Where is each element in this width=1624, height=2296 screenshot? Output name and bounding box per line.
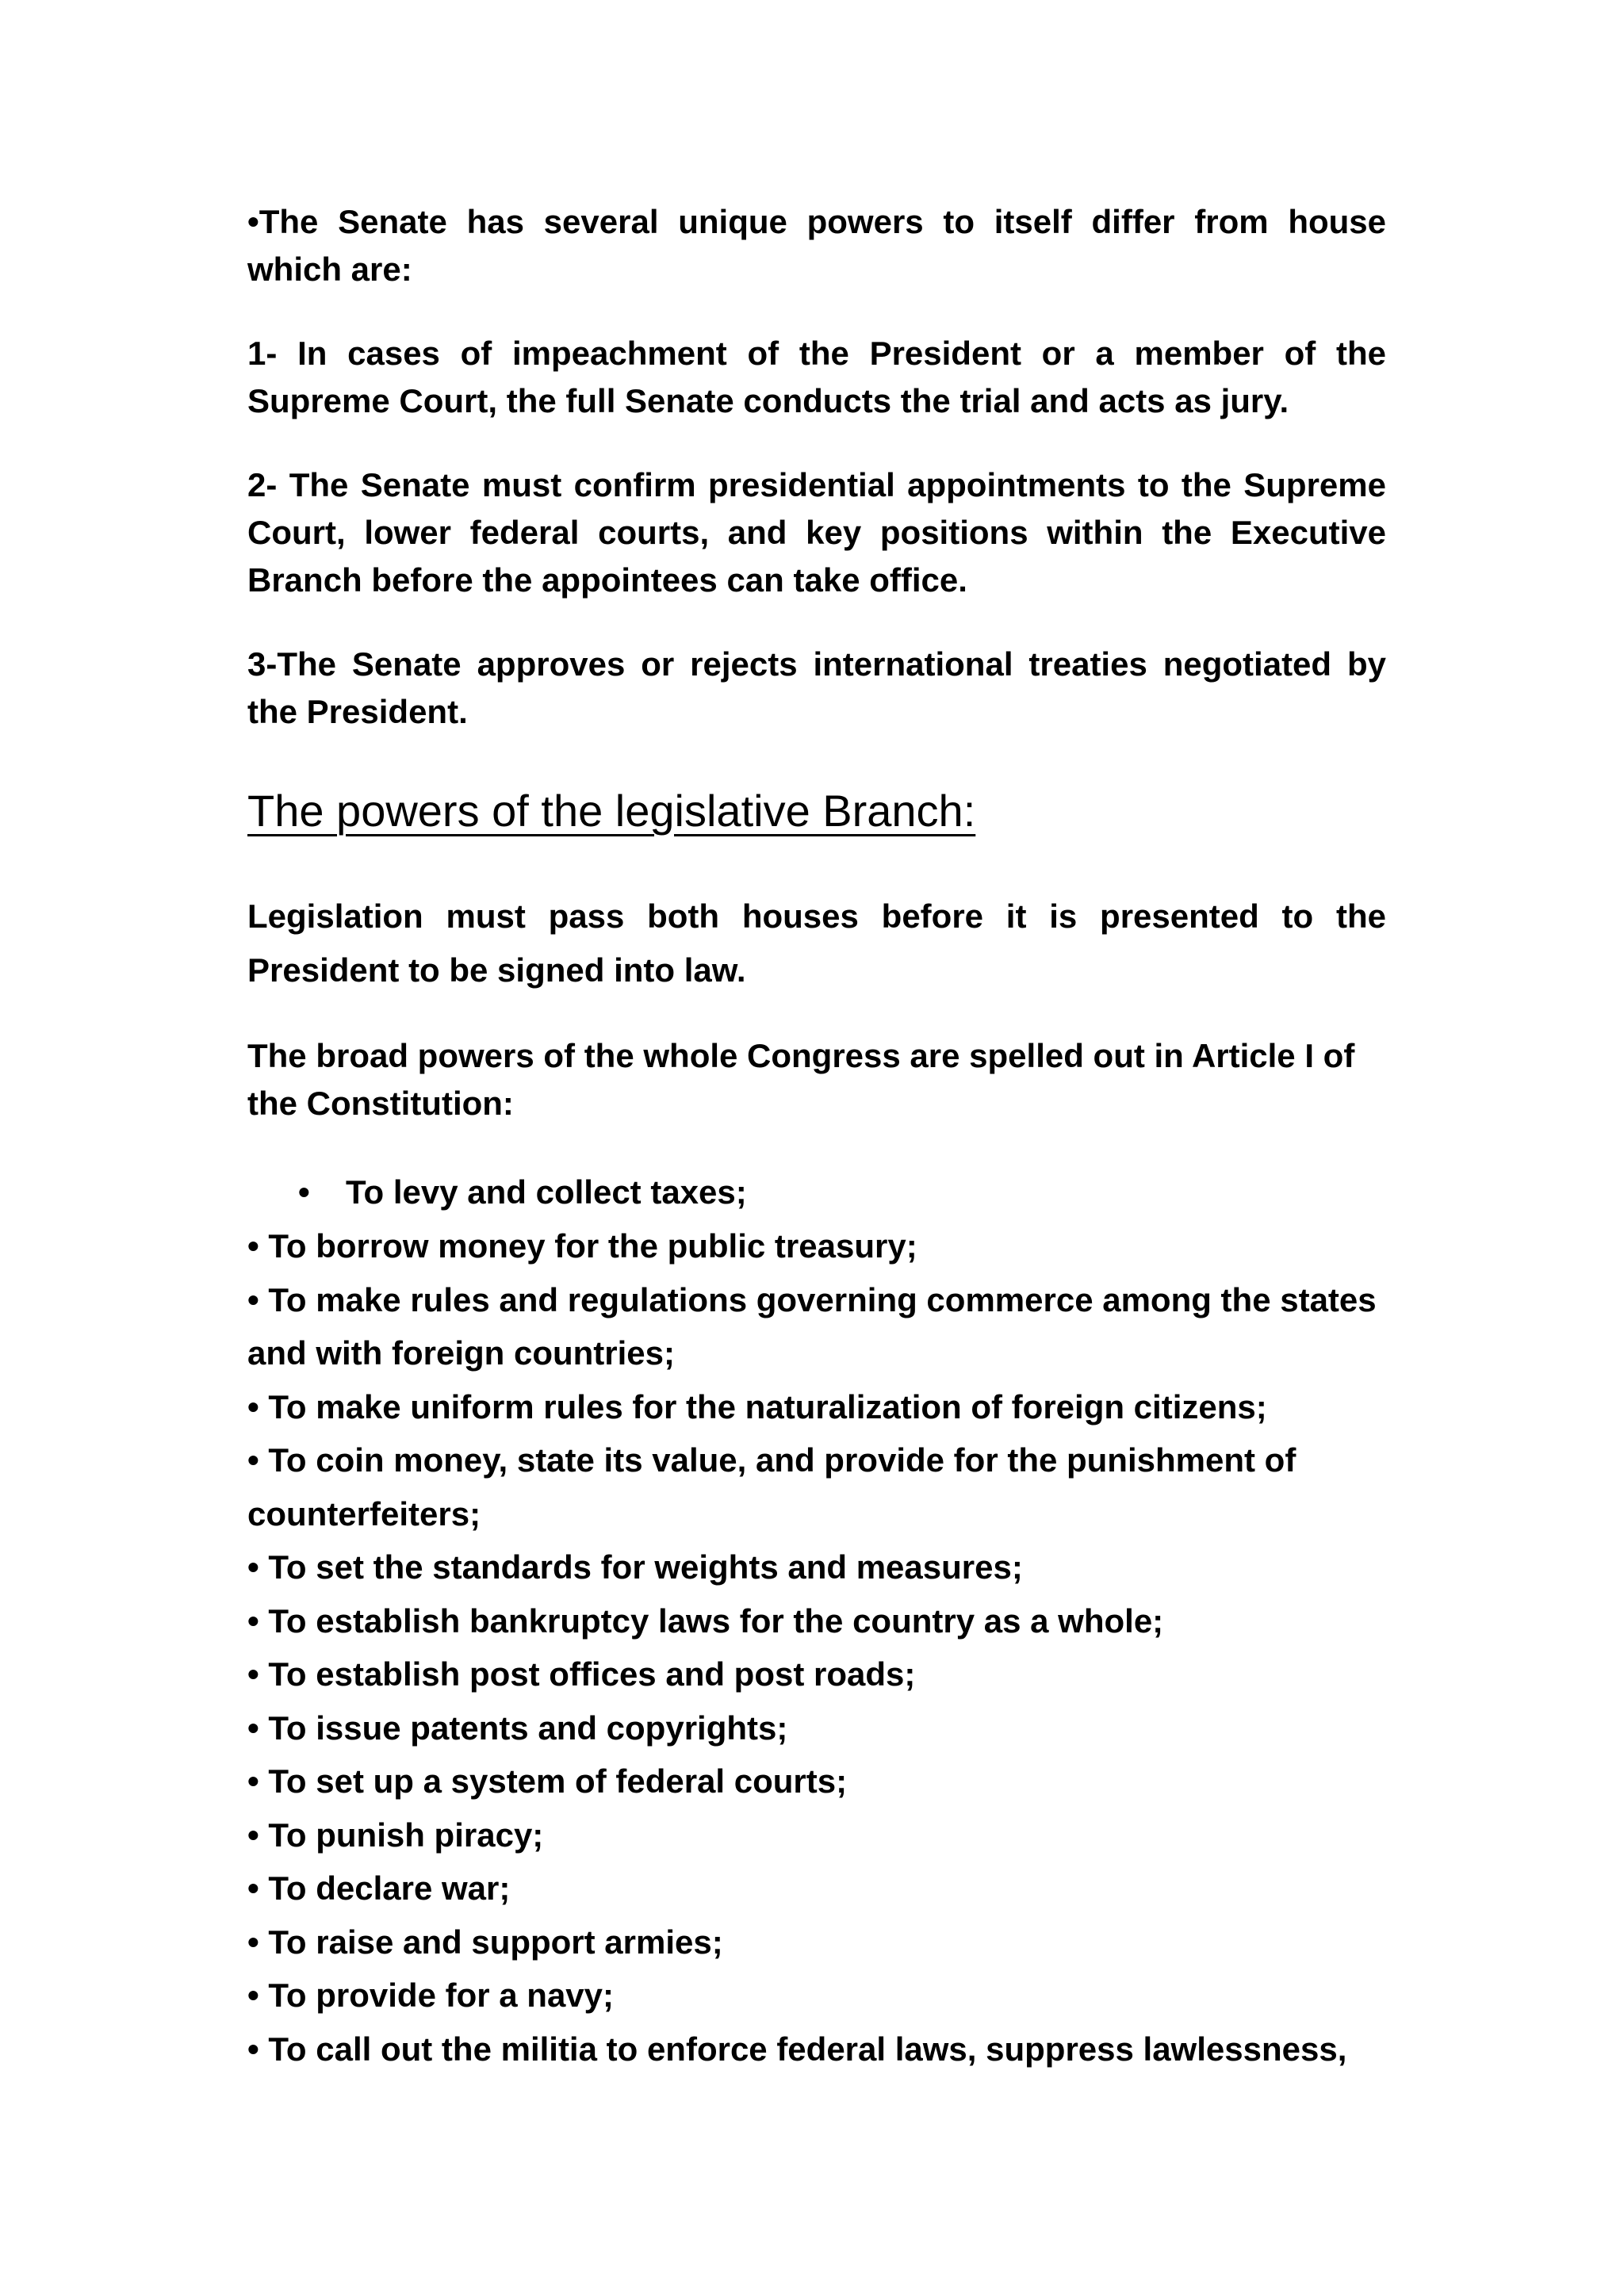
list-item: • To provide for a navy; bbox=[247, 1976, 614, 2014]
list-item: • To set up a system of federal courts; bbox=[247, 1762, 848, 1800]
list-item: • To issue patents and copyrights; bbox=[247, 1709, 788, 1747]
list-item: • To raise and support armies; bbox=[247, 1923, 723, 1961]
bullet-marker: • bbox=[298, 1173, 310, 1211]
congress-powers-intro: The broad powers of the whole Congress are spelled out in Article I of the Constitution: bbox=[247, 1037, 1355, 1122]
list-item-text: To levy and collect taxes; bbox=[346, 1173, 747, 1211]
list-item: • To punish piracy; bbox=[247, 1816, 544, 1854]
congress-powers-list bbox=[247, 1219, 1386, 2076]
legislation-paragraph: Legislation must pass both houses before it is presented to the President to be signed into law. bbox=[247, 897, 1386, 989]
list-item: • To make uniform rules for the naturalization of foreign citizens; bbox=[247, 1387, 1267, 1425]
legislative-branch-heading: The powers of the legislative Branch: bbox=[247, 786, 976, 836]
list-item: • To make rules and regulations governing commerce among the states and with foreign countries; bbox=[247, 1280, 1377, 1372]
senate-power-1: 1- In cases of impeachment of the President or a member of the Supreme Court, the full Senate conducts the trial and acts as jury. bbox=[247, 335, 1386, 419]
senate-power-3: 3-The Senate approves or rejects international treaties negotiated by the President. bbox=[247, 645, 1386, 730]
senate-power-2: 2- The Senate must confirm presidential appointments to the Supreme Court, lower federal courts, and key positions within the Executive Branch before the appointees can take office. bbox=[247, 466, 1386, 599]
senate-intro-paragraph: •The Senate has several unique powers to itself differ from house which are: bbox=[247, 203, 1386, 288]
list-item: • To declare war; bbox=[247, 1869, 511, 1907]
list-item: • To set the standards for weights and measures; bbox=[247, 1548, 1023, 1586]
list-item: • To call out the militia to enforce federal laws, suppress lawlessness, bbox=[247, 2030, 1347, 2068]
list-item: • To borrow money for the public treasury; bbox=[247, 1227, 917, 1265]
list-item: • To coin money, state its value, and provide for the punishment of counterfeiters; bbox=[247, 1441, 1297, 1533]
list-item: • To establish post offices and post roads; bbox=[247, 1655, 916, 1693]
list-item: • To establish bankruptcy laws for the country as a whole; bbox=[247, 1601, 1164, 1640]
